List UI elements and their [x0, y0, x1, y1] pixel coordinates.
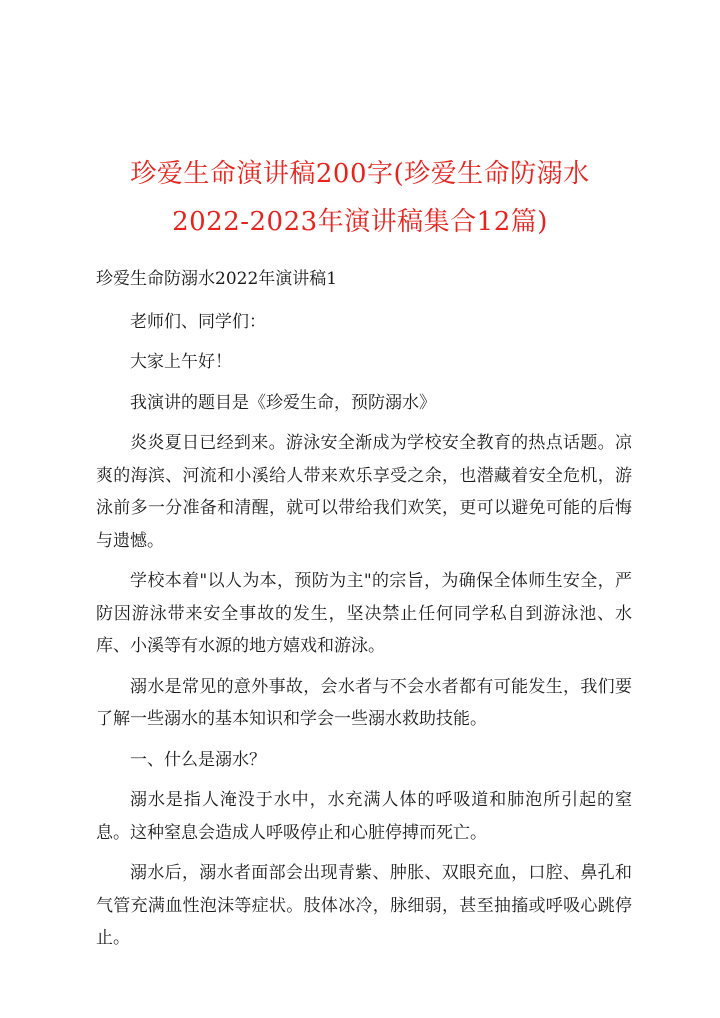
paragraph-speech-topic: 我演讲的题目是《珍爱生命，预防溺水》	[130, 392, 436, 413]
paragraph-summer-safety: 炎炎夏日已经到来。游泳安全渐成为学校安全教育的热点话题。凉爽的海滨、河流和小溪给人带来欢乐享受之余，也潜藏着安全危机，游泳前多一分准备和清醒，就可以带给我们欢笑，更可以避免可能的后悔与遗憾。	[96, 433, 632, 551]
document-body	[96, 263, 632, 963]
title-line-1: 珍爱生命演讲稿200字(珍爱生命防溺水	[130, 159, 590, 189]
paragraph-greeting-audience: 老师们、同学们：	[130, 311, 266, 332]
paragraph-subheading-what-is-drowning: 一、什么是溺水？	[130, 749, 266, 770]
title-line-2: 2022-2023年演讲稿集合12篇)	[172, 207, 548, 237]
section-heading: 珍爱生命防溺水2022年演讲稿1	[96, 269, 338, 289]
paragraph-drowning-symptoms: 溺水后，溺水者面部会出现青紫、肿胀、双眼充血，口腔、鼻孔和气管充满血性泡沫等症状。肢体冰冷，脉细弱，甚至抽搐或呼吸心跳停止。	[96, 863, 632, 948]
paragraph-school-policy: 学校本着"以人为本，预防为主"的宗旨，为确保全体师生安全，严防因游泳带来安全事故的发生，坚决禁止任何同学私自到游泳池、水库、小溪等有水源的地方嬉戏和游泳。	[96, 571, 632, 656]
paragraph-drowning-intro: 溺水是常见的意外事故，会水者与不会水者都有可能发生，我们要了解一些溺水的基本知识和学会一些溺水救助技能。	[96, 676, 632, 729]
paragraph-drowning-definition: 溺水是指人淹没于水中，水充满人体的呼吸道和肺泡所引起的窒息。这种窒息会造成人呼吸停止和心脏停搏而死亡。	[96, 790, 632, 843]
document-title	[60, 150, 660, 246]
paragraph-greeting-morning: 大家上午好！	[130, 352, 232, 372]
